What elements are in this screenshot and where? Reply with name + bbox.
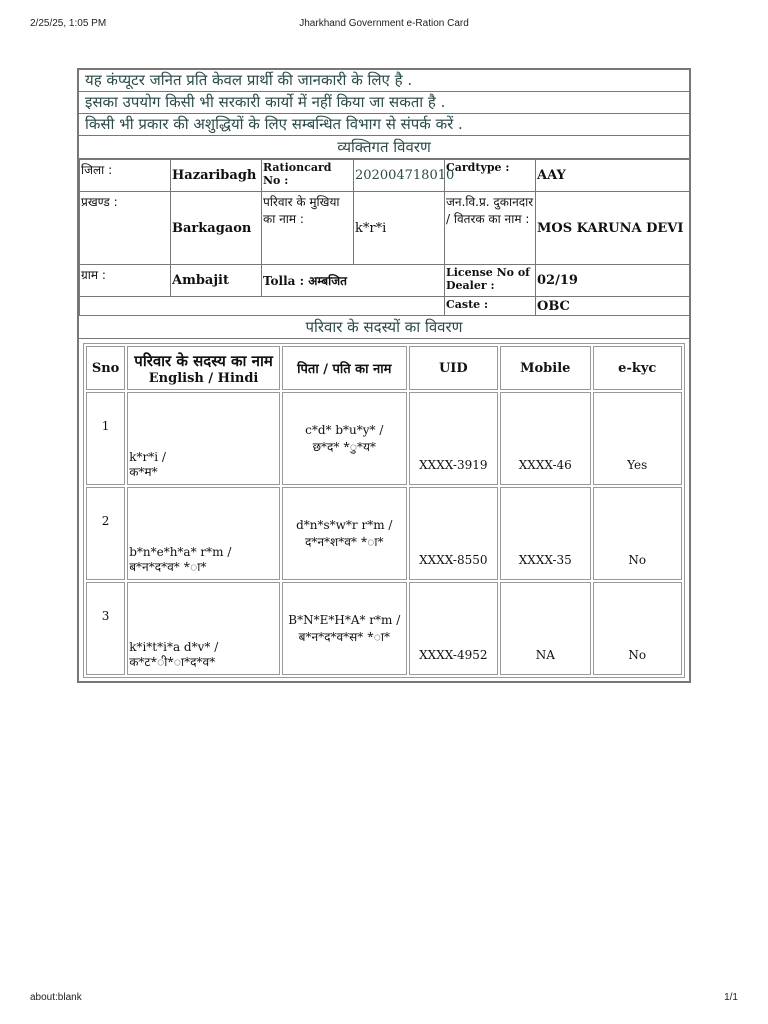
row-member-name-en: b*n*e*h*a* r*m / [129,545,232,559]
row-member-name-en: k*r*i / [129,450,166,464]
row-father-hi: द*न*श*व* *ा* [305,534,384,549]
row-member-name [127,392,280,485]
row-ekyc: No [593,487,683,580]
row-member-name-hi: क*ट*ी*ा*द*व* [129,655,216,669]
dealer-label: जन.वि.प्र. दुकानदार / वितरक का नाम : [445,192,536,265]
village-value: Ambajit [171,265,262,297]
ration-card [77,68,691,683]
row-uid: XXXX-3919 [409,392,498,485]
members-wrap [79,339,689,681]
row-member-name-en: k*i*t*i*a d*v* / [129,640,219,654]
row-ekyc: No [593,582,683,675]
caste-value: OBC [536,297,690,316]
row-ekyc: Yes [593,392,683,485]
row-father-en: B*N*E*H*A* r*m / [288,612,401,627]
header-member-name-en: English / Hindi [148,370,259,386]
personal-details-table [79,159,690,316]
row-sno: 2 [86,487,125,580]
block-value: Barkagaon [171,192,262,265]
license-label: License No of Dealer : [445,265,536,297]
row-mobile: NA [500,582,590,675]
print-url: about:blank [30,992,82,1003]
notice-line-2: इसका उपयोग किसी भी सरकारी कार्यो में नहीं किया जा सकता है . [79,92,689,114]
row-father-hi: ब*न*द*व*स* *ा* [298,629,390,644]
header-mobile: Mobile [500,346,590,390]
print-title: Jharkhand Government e-Ration Card [299,18,469,29]
header-uid: UID [409,346,498,390]
header-member-name-hi: परिवार के सदस्य का नाम [134,351,273,370]
row-uid: XXXX-8550 [409,487,498,580]
rationcard-label: Rationcard No : [262,160,354,192]
rationcard-value: 202004718010 [354,160,445,192]
district-label: जिला : [80,160,171,192]
table-row [86,487,682,580]
row-uid: XXXX-4952 [409,582,498,675]
row-member-name-hi: ब*न*द*व* *ा* [129,560,207,574]
dealer-value: MOS KARUNA DEVI [536,192,690,265]
table-row [86,582,682,675]
personal-section-title: व्यक्तिगत विवरण [79,136,689,159]
row-mobile: XXXX-46 [500,392,590,485]
print-header [0,18,768,34]
row-father [282,582,407,675]
members-section-title: परिवार के सदस्यों का विवरण [79,316,689,339]
row-father [282,487,407,580]
block-label: प्रखण्ड : [80,192,171,265]
caste-label: Caste : [445,297,536,316]
family-head-value: k*r*i [354,192,445,265]
tolla-value: Tolla : अम्बजित [262,265,445,297]
print-page-number: 1/1 [724,992,738,1003]
row-father-en: d*n*s*w*r r*m / [296,517,393,532]
header-member-name [127,346,280,390]
empty-cell [80,297,445,316]
row-father-en: c*d* b*u*y* / [305,422,384,437]
table-row [86,392,682,485]
header-sno: Sno [86,346,125,390]
district-value: Hazaribagh [171,160,262,192]
row-member-name-hi: क*म* [129,465,158,479]
notice-line-3: किसी भी प्रकार की अशुद्धियों के लिए सम्बन्धित विभाग से संपर्क करें . [79,114,689,136]
print-datetime: 2/25/25, 1:05 PM [30,18,107,29]
notice-line-1: यह कंप्यूटर जनित प्रति केवल प्रार्थी की जानकारी के लिए है . [79,70,689,92]
license-value: 02/19 [536,265,690,297]
row-member-name [127,582,280,675]
cardtype-value: AAY [536,160,690,192]
village-label: ग्राम : [80,265,171,297]
members-table [83,343,685,678]
row-father [282,392,407,485]
row-sno: 1 [86,392,125,485]
family-head-label: परिवार के मुखिया का नाम : [262,192,354,265]
row-mobile: XXXX-35 [500,487,590,580]
row-member-name [127,487,280,580]
row-father-hi: छ*द* *ु*य* [312,439,376,454]
cardtype-label: Cardtype : [445,160,536,192]
header-father: पिता / पति का नाम [282,346,407,390]
header-ekyc: e-kyc [593,346,683,390]
row-sno: 3 [86,582,125,675]
